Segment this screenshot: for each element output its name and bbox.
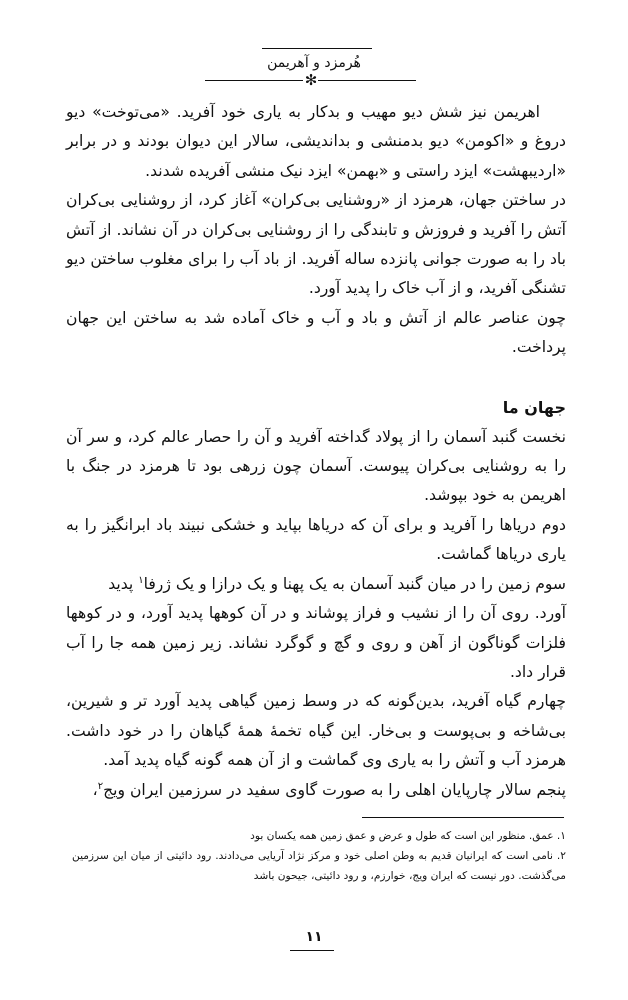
- section-heading: جهان ما: [502, 397, 566, 417]
- paragraph: اهریمن نیز شش دیو مهیب و بدکار به یاری خود آفرید. «می‌توخت» دیو دروغ و «اکومن» دیو بدمنشی و بداندیشی، سالار این دیوان بودند و در برابر «اردیبهشت» ایزد راستی و «بهمن» ایزد نیک منشی آفریده شدند.: [66, 103, 566, 180]
- footnote: ۱. عمق. منظور این است که طول و عرض و عمق زمین همه یکسان بود: [250, 830, 566, 842]
- body-text: [66, 98, 566, 805]
- paragraph-text: سوم زمین را در میان گنبد آسمان به یک پهنا و یک درازا و یک ژرفا: [143, 574, 566, 593]
- paragraph-text: ،: [92, 780, 98, 799]
- paragraph: چهارم گیاه آفرید، بدین‌گونه که در وسط زمین گیاهی پدید آورد تر و شیرین، بی‌شاخه و بی‌پوست و بی‌خار. این گیاه تخمهٔ همهٔ گیاهان را در خود داشت. هرمزد آب و آتش را به یاری وی گماشت و از آن همه گونه گیاه پدید آمد.: [66, 692, 566, 770]
- header-bottom-rule-left: [205, 80, 303, 81]
- running-header: [0, 44, 628, 92]
- page-number: ۱۱: [305, 929, 323, 945]
- paragraph-text: پنجم سالار چارپایان اهلی را به صورت گاوی سفید در سرزمین ایران ویج: [103, 780, 566, 799]
- paragraph: [66, 570, 566, 599]
- footnotes: [72, 826, 566, 886]
- paragraph-text: پدید: [108, 574, 139, 593]
- footnote-ref[interactable]: ۱: [138, 574, 144, 586]
- footnote-divider: [362, 817, 564, 818]
- paragraph: دوم دریاها را آفرید و برای آن که دریاها بپاید و خشکی نبیند باد ابرانگیز را به یاری دریاها گماشت.: [66, 515, 566, 564]
- header-top-rule: [262, 48, 372, 49]
- footnote-ref[interactable]: ۲: [97, 780, 104, 792]
- paragraph: در ساختن جهان، هرمزد از «روشنایی بی‌کران» آغاز کرد، از روشنایی بی‌کران آتش را آفرید و فروزش و تابندگی را از روشنایی بی‌کران در آن نشاند. از آتش باد را به صورت جوانی پانزده ساله آفرید. از باد آب را برای مغلوب ساختن دیو تشنگی آفرید، و از آب خاک را پدید آورد.: [66, 191, 566, 298]
- paragraph: چون عناصر عالم از آتش و باد و آب و خاک آماده شد به ساختن این جهان پرداخت.: [66, 308, 566, 357]
- footnote: ۲. نامی است که ایرانیان قدیم به وطن اصلی خود و مرکز نژاد آریایی می‌دادند. رود دائیتی از میان این سرزمین می‌گذشت. دور نیست که ایران ویج، خوارزم، و رود دائیتی، جیحون باشد: [72, 850, 566, 882]
- page-number-rule: [290, 950, 334, 951]
- running-header-title: هُرمزد و آهریمن: [267, 55, 361, 71]
- paragraph: نخست گنبد آسمان را از پولاد گداخته آفرید و آن را حصار عالم کرد، و سر آن را به روشنایی بی‌کران پیوست. آسمان چون زرهی بود تا هرمزد در جنگ با اهریمن به خود بپوشد.: [66, 427, 566, 505]
- section-spacer: [66, 363, 566, 393]
- asterisk-ornament-icon: ✻: [304, 71, 318, 89]
- header-bottom-rule-right: [318, 80, 416, 81]
- paragraph: آورد. روی آن را از نشیب و فراز پوشاند و در آن کوهها پدید آورد، و در کوهها فلزات گوناگون از آهن و روی و گچ و گوگرد نشاند. زیر زمین همه جا را آب قرار داد.: [66, 604, 566, 681]
- paragraph: [66, 776, 566, 805]
